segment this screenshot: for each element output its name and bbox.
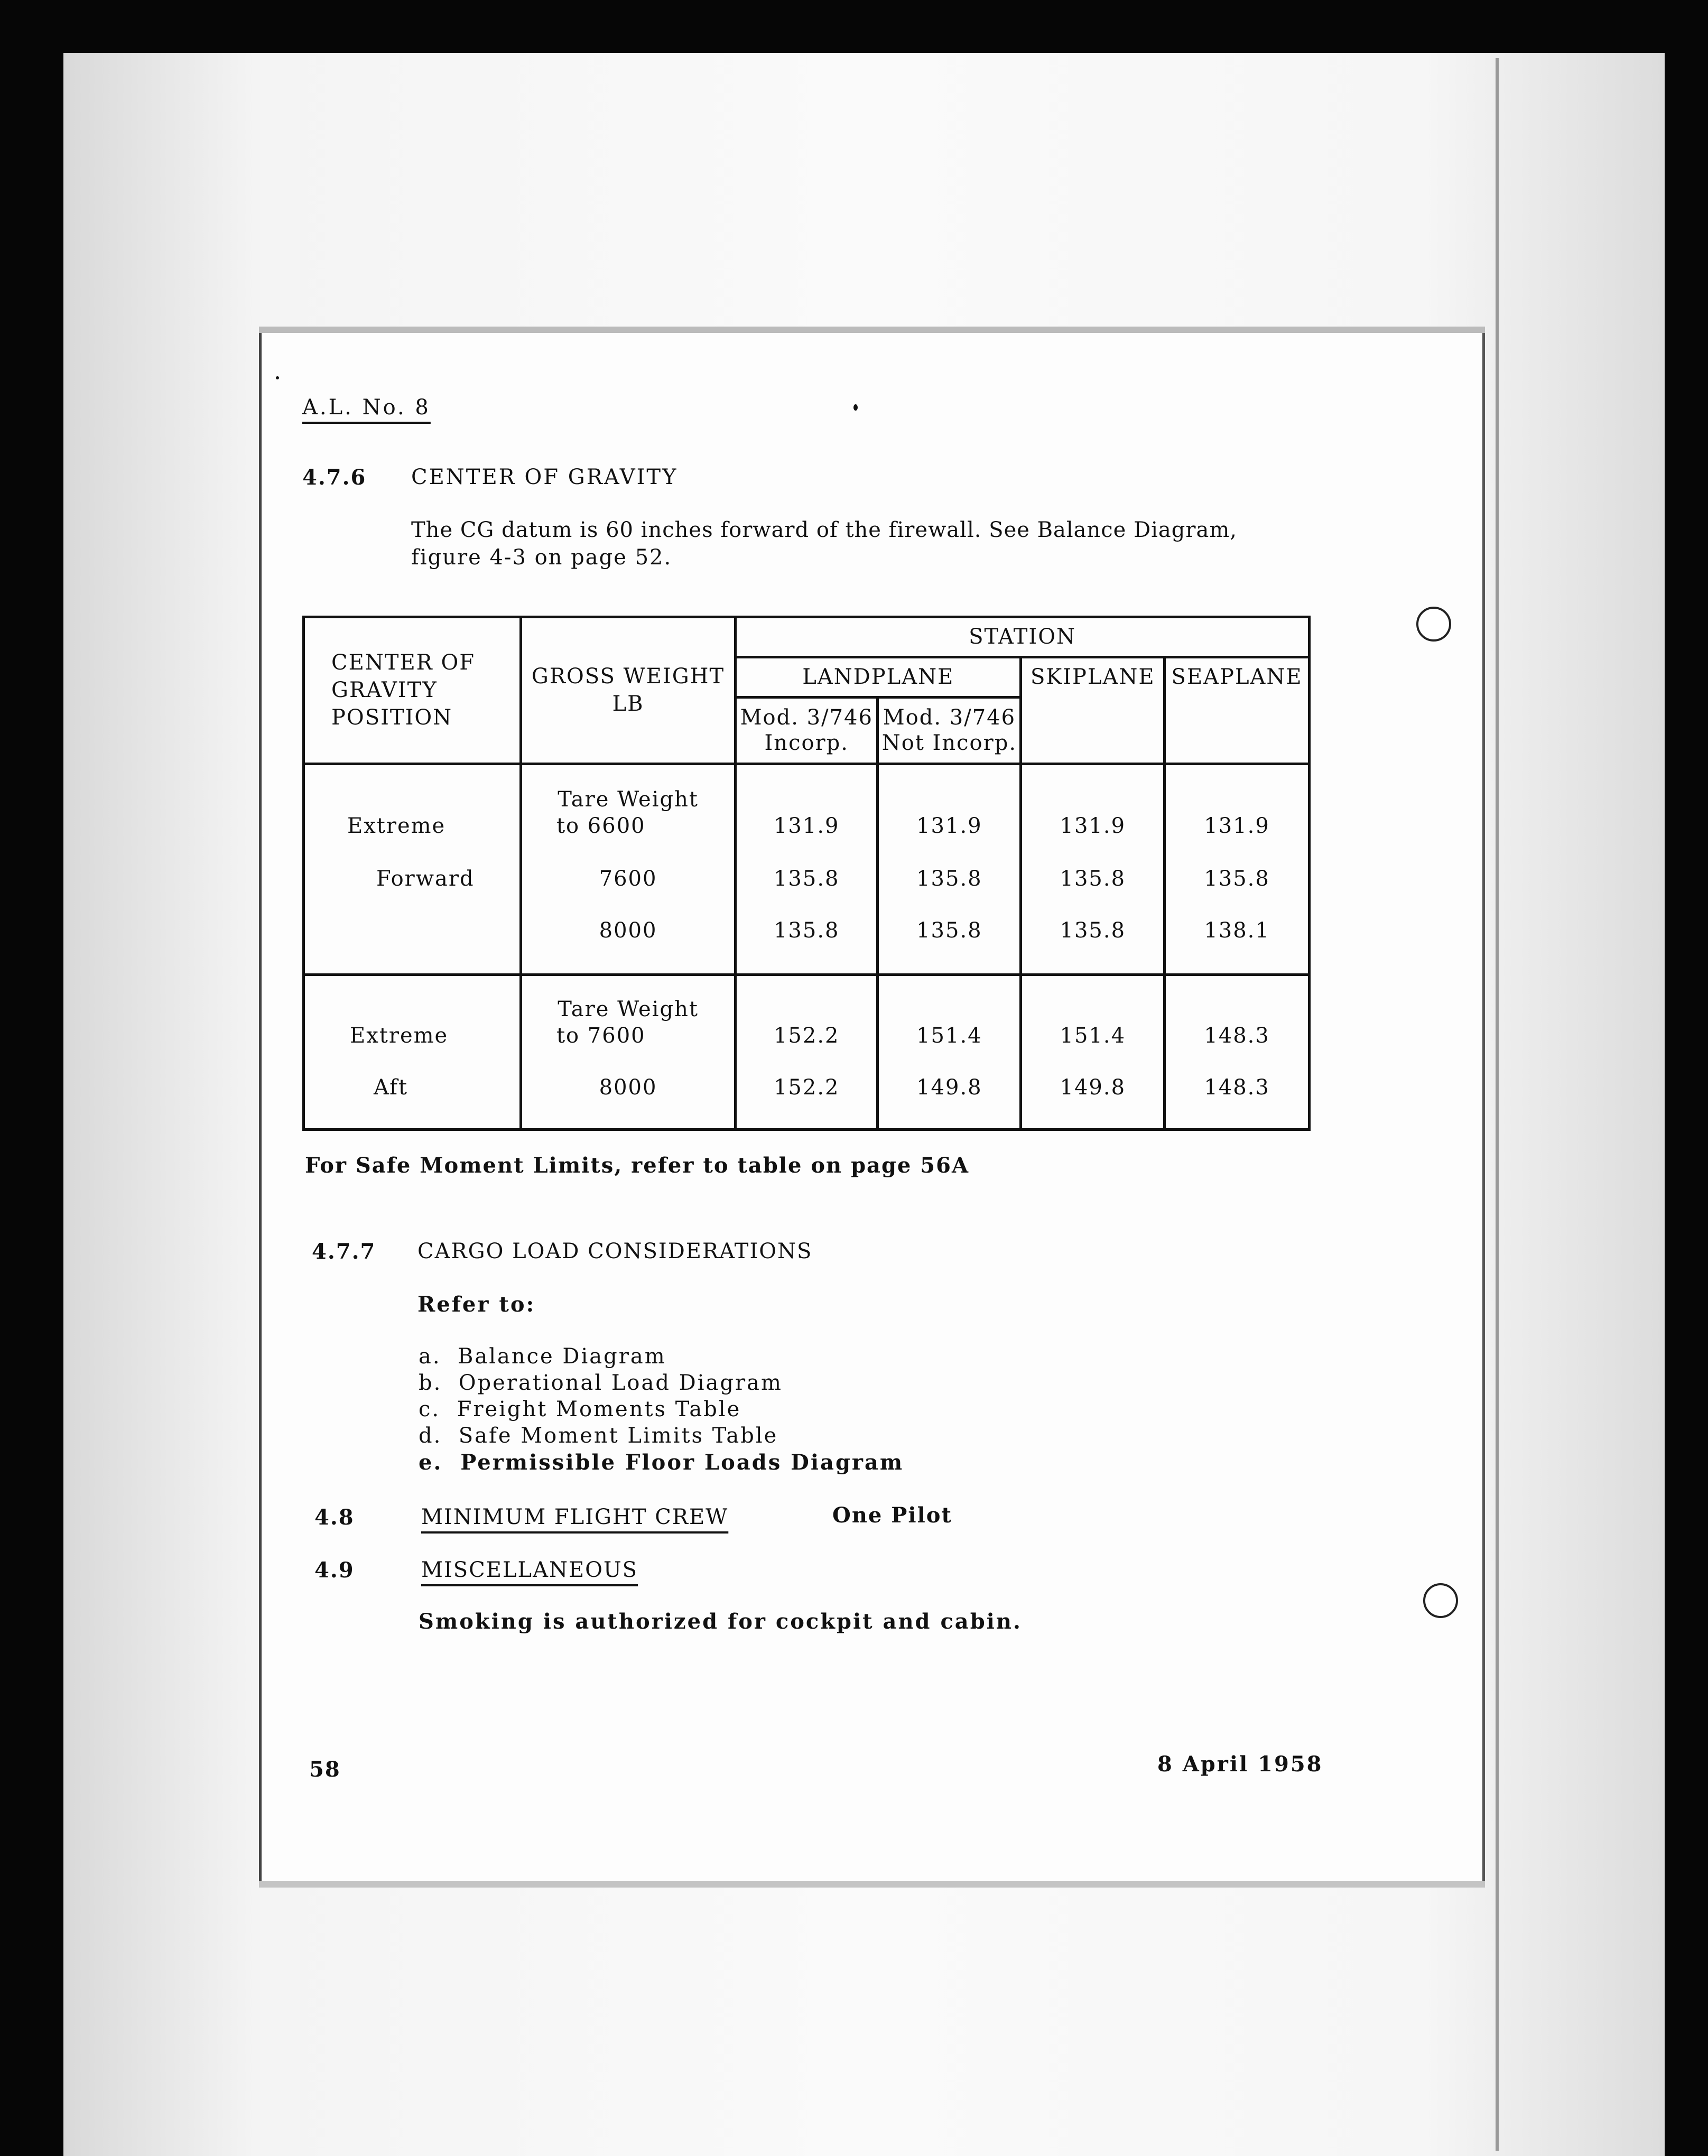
punch-hole-icon — [1423, 1583, 1458, 1618]
table-row-group-forward — [304, 764, 1310, 974]
values-aft-landplane-not-incorp: 151.4 149.8 — [878, 974, 1021, 1129]
values-aft-skiplane: 151.4 149.8 — [1021, 974, 1165, 1129]
section-title-476: CENTER OF GRAVITY — [411, 465, 678, 489]
header-mod-incorp: Mod. 3/746 Incorp. — [736, 697, 878, 764]
values-forward-seaplane: 131.9 135.8 138.1 — [1165, 764, 1310, 974]
header-station: STATION — [736, 617, 1310, 657]
section-number-477: 4.7.7 — [312, 1239, 376, 1264]
header-skiplane: SKIPLANE — [1021, 657, 1165, 764]
document-date: 8 April 1958 — [1157, 1752, 1323, 1777]
table-row-group-aft — [304, 974, 1310, 1129]
values-aft-seaplane: 148.3 148.3 — [1165, 974, 1310, 1129]
weights-forward: Tare Weight to 6600 7600 8000 — [521, 764, 735, 974]
minimum-crew-value: One Pilot — [832, 1503, 952, 1528]
list-item: e. Permissible Floor Loads Diagram — [419, 1450, 904, 1475]
values-forward-skiplane: 131.9 135.8 135.8 — [1021, 764, 1165, 974]
values-aft-landplane-incorp: 152.2 152.2 — [736, 974, 878, 1129]
list-item: a. Balance Diagram — [419, 1344, 666, 1369]
page-number: 58 — [309, 1757, 341, 1782]
position-forward: Extreme Forward — [304, 764, 521, 974]
cg-paragraph-line-2: figure 4-3 on page 52. — [411, 545, 672, 570]
center-of-gravity-table — [302, 616, 1311, 1131]
weights-aft: Tare Weight to 7600 8000 — [521, 974, 735, 1129]
header-mod-not-incorp: Mod. 3/746 Not Incorp. — [878, 697, 1021, 764]
values-forward-landplane-incorp: 131.9 135.8 135.8 — [736, 764, 878, 974]
smoking-statement: Smoking is authorized for cockpit and cabin. — [419, 1609, 1022, 1634]
list-item: b. Operational Load Diagram — [419, 1371, 783, 1395]
section-number-49: 4.9 — [314, 1558, 355, 1583]
header-landplane: LANDPLANE — [736, 657, 1021, 697]
list-item: d. Safe Moment Limits Table — [419, 1424, 778, 1448]
refer-to-label: Refer to: — [417, 1292, 536, 1317]
section-title-48: MINIMUM FLIGHT CREW — [421, 1505, 729, 1529]
values-forward-landplane-not-incorp: 131.9 135.8 135.8 — [878, 764, 1021, 974]
section-number-48: 4.8 — [314, 1505, 355, 1530]
position-aft: Extreme Aft — [304, 974, 521, 1129]
ink-speck — [853, 404, 858, 411]
list-item: c. Freight Moments Table — [419, 1397, 741, 1421]
cg-paragraph-line-1: The CG datum is 60 inches forward of the firewall. See Balance Diagram, — [411, 518, 1237, 542]
header-seaplane: SEAPLANE — [1165, 657, 1310, 764]
ink-speck — [276, 376, 279, 379]
header-gross-weight: GROSS WEIGHT LB — [521, 617, 735, 764]
sheet-fold-line — [1496, 58, 1499, 2151]
section-title-477: CARGO LOAD CONSIDERATIONS — [417, 1239, 813, 1263]
punch-hole-icon — [1416, 607, 1451, 642]
doc-reference: A.L. No. 8 — [302, 395, 431, 420]
header-cg-position: CENTER OF GRAVITY POSITION — [304, 617, 521, 764]
section-number-476: 4.7.6 — [302, 465, 367, 490]
safe-moment-note: For Safe Moment Limits, refer to table on page 56A — [305, 1153, 969, 1178]
section-title-49: MISCELLANEOUS — [421, 1558, 638, 1582]
